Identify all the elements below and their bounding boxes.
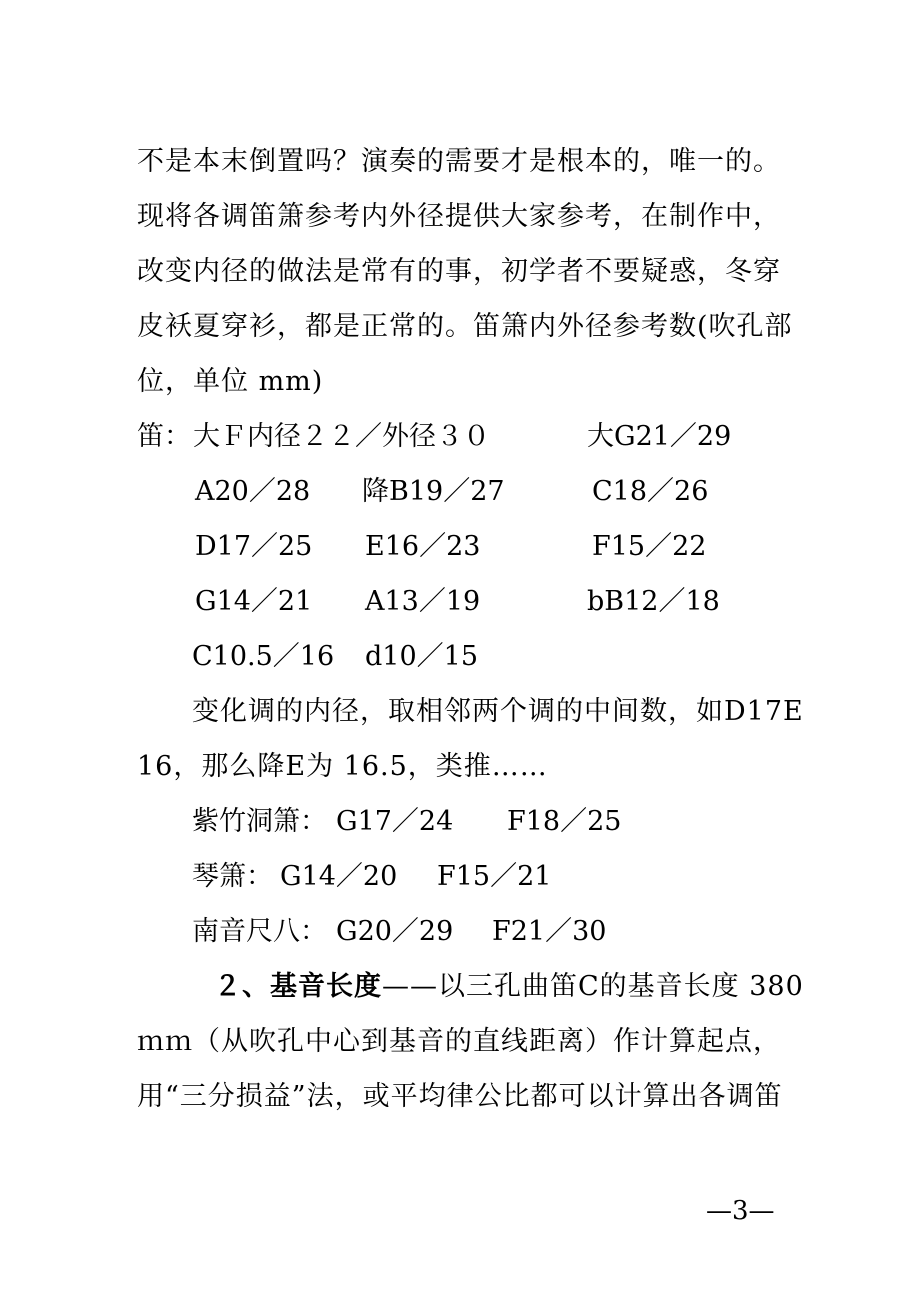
di-cell: G14／21 xyxy=(195,586,313,617)
xiao-label: 琴箫： xyxy=(192,861,273,892)
text-line: 变化调的内径，取相邻两个调的中间数，如D17E xyxy=(192,696,804,727)
xiao-cell: F18／25 xyxy=(507,806,622,837)
section-heading: ２、基音长度 xyxy=(214,971,382,1002)
xiao-label: 紫竹洞箫： xyxy=(192,806,327,837)
text-line: 皮袄夏穿衫，都是正常的。笛箫内外径参考数(吹孔部 xyxy=(137,311,793,342)
di-cell: bB12／18 xyxy=(587,586,720,617)
xiao-cell: F15／21 xyxy=(437,861,552,892)
text-line: 改变内径的做法是常有的事，初学者不要疑惑，冬穿 xyxy=(137,256,781,287)
xiao-label: 南音尺八： xyxy=(192,916,327,947)
page-number: —3— xyxy=(706,1196,775,1226)
di-cell: 大Ｆ内径２２／外径３０ xyxy=(193,421,490,452)
di-cell: F15／22 xyxy=(592,531,707,562)
di-cell: E16／23 xyxy=(365,531,481,562)
xiao-cell: G20／29 xyxy=(336,916,454,947)
di-cell: C18／26 xyxy=(592,476,709,507)
di-cell: C10.5／16 xyxy=(192,641,335,672)
di-cell: d10／15 xyxy=(365,641,478,672)
xiao-cell: G14／20 xyxy=(280,861,398,892)
section-text: ——以三孔曲笛C的基音长度 380 xyxy=(382,971,804,1002)
section-2-line-1 xyxy=(214,970,804,1004)
text-line: 不是本末倒置吗？演奏的需要才是根本的，唯一的。 xyxy=(137,146,781,177)
text-line: 位，单位 mm) xyxy=(137,366,324,397)
text-line: ｍｍ（从吹孔中心到基音的直线距离）作计算起点， xyxy=(137,1026,781,1057)
di-label: 笛： xyxy=(137,421,191,452)
di-cell: A13／19 xyxy=(365,586,481,617)
di-cell: A20／28 xyxy=(195,476,311,507)
di-cell: 降B19／27 xyxy=(362,476,505,507)
text-line: 现将各调笛箫参考内外径提供大家参考，在制作中， xyxy=(137,201,781,232)
text-line: 16，那么降E为 16.5，类推…… xyxy=(137,751,548,782)
text-line: 用“三分损益”法，或平均律公比都可以计算出各调笛 xyxy=(137,1081,783,1112)
di-cell: D17／25 xyxy=(195,531,313,562)
di-cell: 大G21／29 xyxy=(587,421,732,452)
xiao-cell: G17／24 xyxy=(336,806,454,837)
xiao-cell: F21／30 xyxy=(492,916,607,947)
